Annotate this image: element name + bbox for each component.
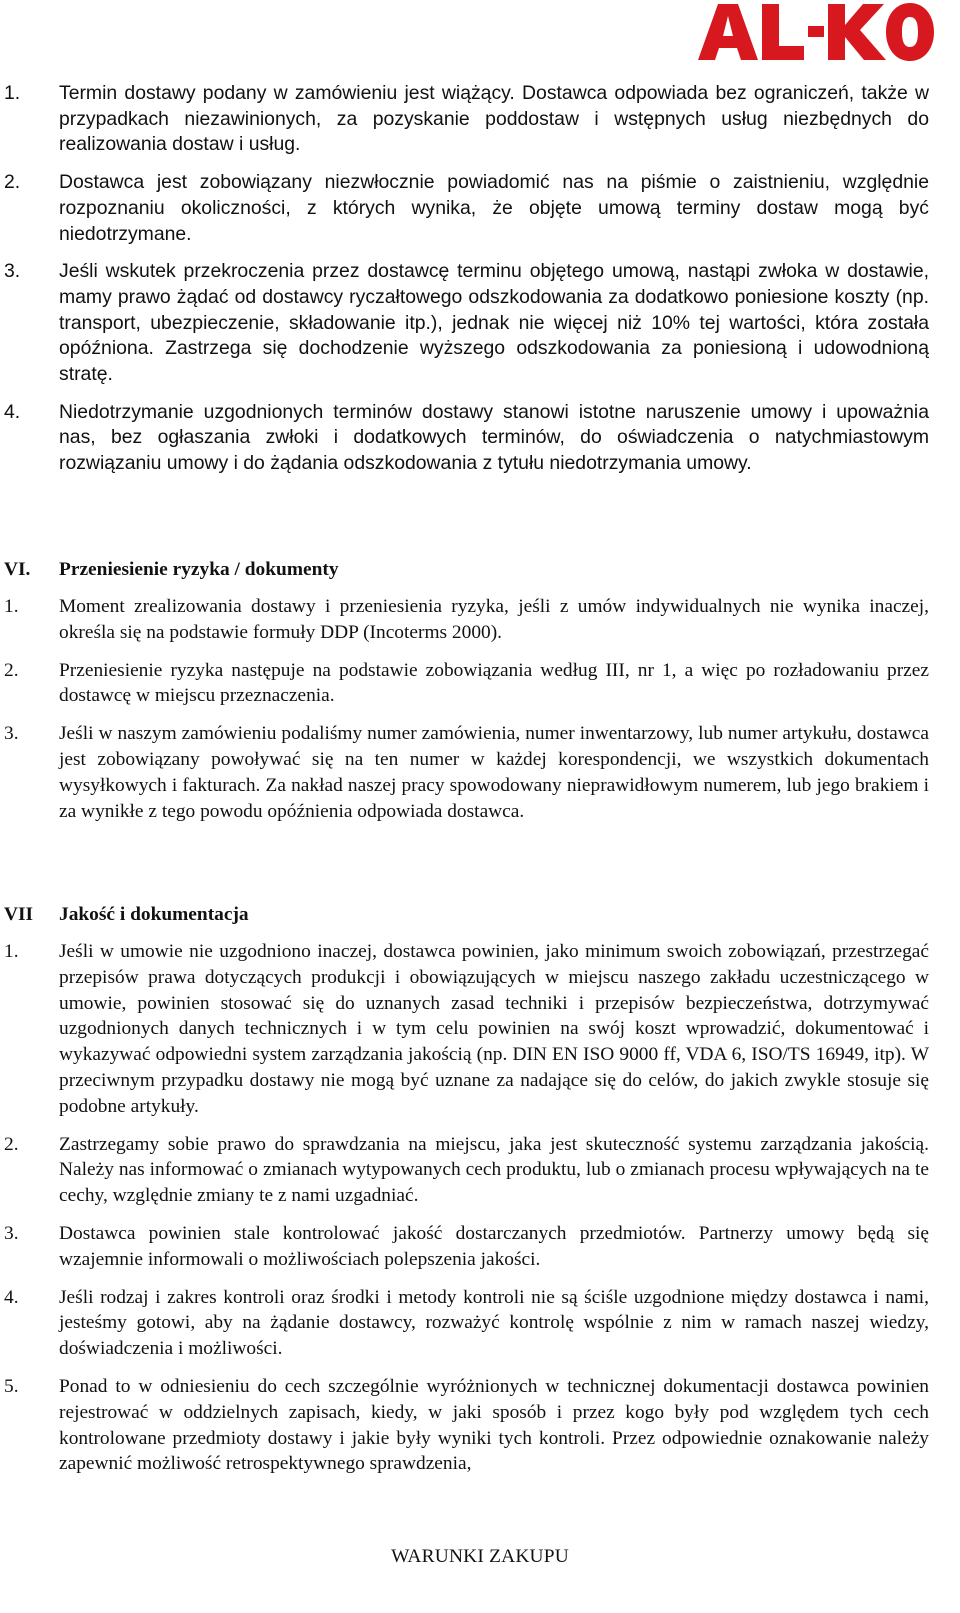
section-vi-items	[0, 594, 960, 824]
list-item	[0, 1285, 960, 1362]
item-text: Termin dostawy podany w zamówieniu jest wiążący. Dostawca odpowiada bez ograniczeń, także w przypadkach niezawinionych, za pozyskanie poddostaw i wstępnych usług niezbędnych do realizowania dostaw i usług.	[59, 82, 929, 156]
section-vii-items	[0, 939, 960, 1477]
list-item	[0, 1221, 960, 1273]
item-text: Jeśli w naszym zamówieniu podaliśmy numer zamówienia, numer inwentarzowy, lub numer artykułu, dostawca jest zobowiązany powoływać się na ten numer w każdej korespondencji, we wszystkich dokumentach wysyłkowych i fakturach. Za nakład naszej pracy spowodowany nieprawidłowym numerem, lub jego brakiem i za wynikłe z tego powodu opóźnienia odpowiada dostawca.	[59, 723, 929, 822]
list-item	[0, 400, 960, 477]
item-number: 3.	[4, 723, 19, 745]
item-text: Niedotrzymanie uzgodnionych terminów dostawy stanowi istotne naruszenie umowy i upoważnia nas, bez ogłaszania zwłoki i dodatkowych terminów, do oświadczenia o natychmiastowym rozwiązaniu umowy i do żądania odszkodowania z tytułu niedotrzymania umowy.	[59, 400, 929, 475]
item-number: 4.	[4, 400, 21, 423]
item-number: 4.	[4, 1286, 19, 1308]
list-item	[0, 721, 960, 824]
list-item	[0, 170, 960, 247]
list-item	[0, 259, 960, 388]
item-number: 2.	[4, 171, 21, 194]
item-number: 3.	[4, 1222, 19, 1244]
item-number: 1.	[4, 941, 19, 962]
item-number: 5.	[4, 1375, 19, 1397]
item-text: Jeśli rodzaj i zakres kontroli oraz środki i metody kontroli nie są ściśle uzgodnione między dostawca i nami, jesteśmy gotowi, aby na żądanie dostawcy, rozważyć kontrolę wspólnie z nim w ramach naszej wiedzy, doświadczenia i możliwości.	[59, 1286, 929, 1360]
list-item	[0, 1132, 960, 1209]
item-text: Dostawca jest zobowiązany niezwłocznie powiadomić nas na piśmie o zaistnieniu, względnie rozpoznaniu okoliczności, z których wynika, że objęte umową terminy dostaw mogą być niedotrzymane.	[59, 171, 929, 245]
al-ko-logo	[698, 2, 934, 62]
item-text: Zastrzegamy sobie prawo do sprawdzania na miejscu, jaka jest skuteczność systemu zarządzania jakością. Należy nas informować o zmianach wytypowanych cech produktu, lub o zmianach procesu wpływających na te cechy, względnie zmiany te z nami uzgadniać.	[59, 1133, 929, 1207]
list-item	[0, 1374, 960, 1477]
item-number: 3.	[4, 260, 21, 283]
item-text: Przeniesienie ryzyka następuje na podstawie zobowiązania według III, nr 1, a więc po rozładowaniu przez dostawcę w miejscu przeznaczenia.	[59, 659, 929, 707]
item-text: Dostawca powinien stale kontrolować jakość dostarczanych przedmiotów. Partnerzy umowy będą się wzajemnie informowali o możliwościach polepszenia jakości.	[59, 1222, 929, 1270]
list-item	[0, 939, 960, 1120]
item-text: Moment zrealizowania dostawy i przeniesienia ryzyka, jeśli z umów indywidualnych nie wynika inaczej, określa się na podstawie formuły DDP (Incoterms 2000).	[59, 596, 929, 643]
item-number: 1.	[4, 82, 21, 104]
section-number: VII	[4, 904, 34, 925]
item-text: Ponad to w odniesieniu do cech szczególnie wyróżnionych w technicznej dokumentacji dostawca powinien rejestrować w oddzielnych zapisach, kiedy, w jaki sposób i przez kogo były pod względem tych cech kontrolowane przedmioty dostawy i jakie były wyniki tych kontroli. Przez odpowiednie oznakowanie należy zapewnić możliwość retrospektywnego sprawdzenia,	[59, 1375, 929, 1475]
section-number: VI.	[4, 559, 31, 580]
list-item	[0, 594, 960, 646]
item-text: Jeśli wskutek przekroczenia przez dostawcę terminu objętego umową, nastąpi zwłoka w dostawie, mamy prawo żądać od dostawcy ryczałtowego odszkodowania za dodatkowo poniesione koszty (np. transport, ubezpieczenie, składowanie itp.), jednak nie więcej niż 10% tej wartości, która została opóźniona. Zastrzega się dochodzenie wyższego odszkodowania za poniesioną i udowodnioną stratę.	[59, 260, 929, 386]
page-footer: WARUNKI ZAKUPU	[391, 1546, 569, 1567]
list-item	[0, 81, 960, 158]
section-v-items	[0, 81, 960, 477]
item-number: 2.	[4, 1133, 19, 1155]
item-number: 1.	[4, 596, 19, 617]
item-text: Jeśli w umowie nie uzgodniono inaczej, dostawca powinien, jako minimum swoich zobowiązań, przestrzegać przepisów prawa dotyczących produkcji i obowiązujących w miejscu naszego zakładu uczestniczącego w umowie, powinien stosować się do uznanych zasad techniki i przepisów bezpieczeństwa, dotrzymywać uzgodnionych danych technicznych i w tym celu powinien na swój koszt wprowadzić, dokumentować i wykazywać odpowiedni system zarządzania jakością (np. DIN EN ISO 9000 ff, VDA 6, ISO/TS 16949, itp). W przeciwnym przypadku dostawy nie mogą być uznane za nadające się do celów, do jakich zwykle stosuje się podobne artykuły.	[59, 941, 929, 1117]
list-item	[0, 658, 960, 710]
section-title: Jakość i dokumentacja	[59, 904, 249, 925]
section-title: Przeniesienie ryzyka / dokumenty	[59, 559, 339, 580]
item-number: 2.	[4, 659, 19, 681]
